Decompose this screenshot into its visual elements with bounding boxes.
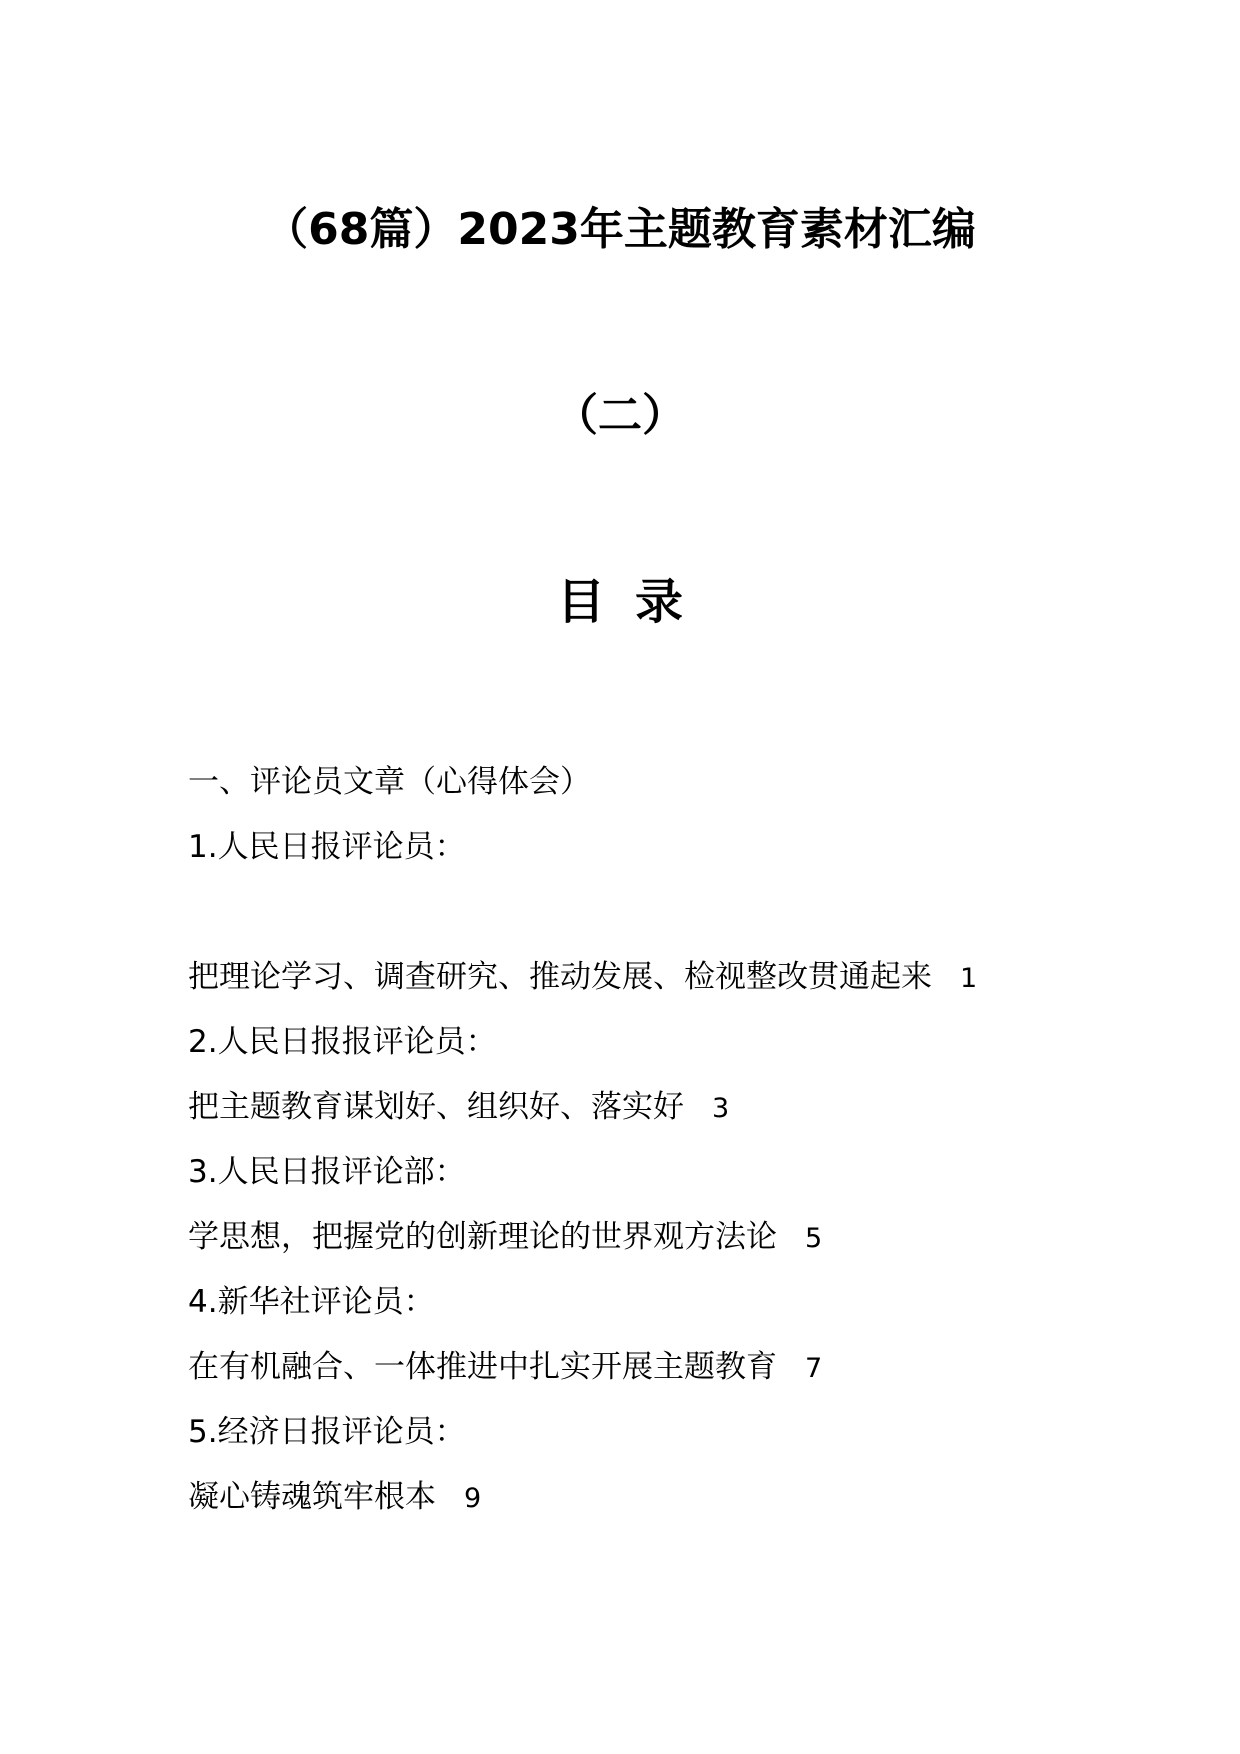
toc-page-number: 7 [805,1353,823,1384]
toc-entry[interactable] [188,955,977,1001]
toc-page-number: 5 [805,1223,823,1254]
toc-entry-author: 3.人民日报评论部： [188,1154,466,1190]
toc-entry-title: 把主题教育谋划好、组织好、落实好 [188,1089,684,1125]
toc-page-number: 9 [464,1483,482,1514]
toc-page-number: 3 [712,1093,730,1124]
toc-section-heading: 一、评论员文章（心得体会） [188,764,591,800]
toc-entry[interactable] [188,1085,729,1131]
toc-heading: 目录 [556,574,713,630]
toc-entry-title: 凝心铸魂筑牢根本 [188,1479,436,1515]
toc-entry-author: 5.经济日报评论员： [188,1414,466,1450]
toc-page-number: 1 [960,963,978,994]
toc-entry[interactable] [188,1215,822,1261]
document-subtitle: （二） [554,390,686,441]
toc-entry-author: 1.人民日报评论员： [188,829,466,865]
toc-entry-author: 2.人民日报报评论员： [188,1024,497,1060]
toc-entry-author: 4.新华社评论员： [188,1284,435,1320]
toc-entry[interactable] [188,1475,481,1521]
toc-entry-title: 在有机融合、一体推进中扎实开展主题教育 [188,1349,777,1385]
toc-entry[interactable] [188,1345,822,1391]
toc-entry-title: 把理论学习、调查研究、推动发展、检视整改贯通起来 [188,959,932,995]
document-title: （68篇）2023年主题教育素材汇编 [264,204,976,255]
toc-entry-title: 学思想，把握党的创新理论的世界观方法论 [188,1219,777,1255]
